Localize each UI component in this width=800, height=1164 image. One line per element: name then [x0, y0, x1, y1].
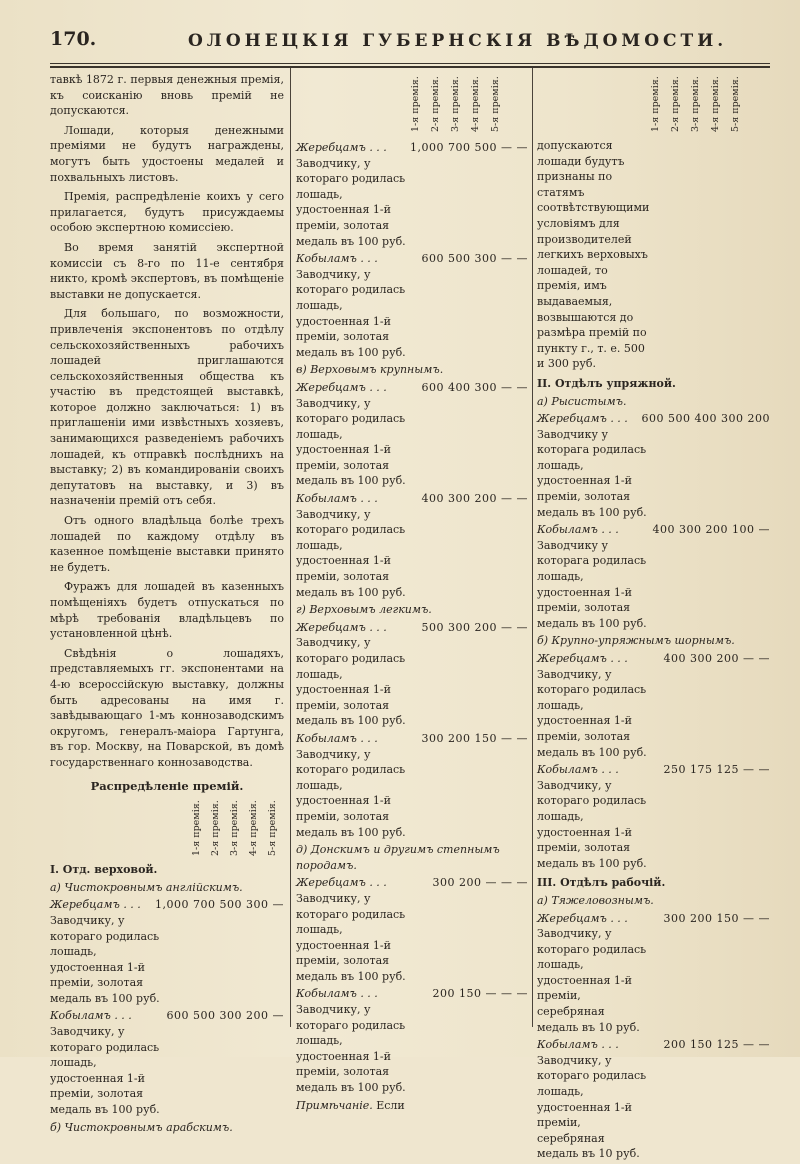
prize-entry [296, 986, 528, 1095]
entry-values: 400 300 200 100 — [652, 523, 770, 537]
entry-label: Кобыламъ . . . [296, 987, 378, 1001]
entry-text: Заводчику, у котораго родилась лошадь, удостоенная 1-й преміи, золотая медаль въ 100 руб. [50, 1025, 160, 1117]
prize-header: 3-я премія. [690, 76, 701, 132]
entry-label: Кобыламъ . . . [537, 1038, 619, 1052]
paragraph: Отъ одного владѣльца болѣе трехъ лошадей по каждому отдѣлу въ казенное помѣщеніе выставки принято не будетъ. [50, 514, 284, 574]
prize-entry [50, 1008, 284, 1117]
paragraph: тавкѣ 1872 г. первыя денежныя премія, къ соисканію вновь премій не допускаются. [50, 73, 284, 118]
entry-text: Заводчику, у котораго родилась лошадь, удостоенная 1-й преміи, серебряная медаль въ 10 руб. [537, 1053, 647, 1161]
prize-header: 4-я премія. [470, 76, 481, 132]
entry-text: Заводчику, у котораго родилась лошадь, удостоенная 1-й преміи, золотая медаль въ 100 руб. [296, 1003, 406, 1095]
entry-label: Жеребцамъ . . . [296, 620, 387, 634]
entry-text: Заводчику, у котораго родилась лошадь, удостоенная 1-й преміи, золотая медаль въ 100 руб. [296, 636, 406, 728]
column-3-prize-headers [650, 70, 750, 132]
paragraph: Лошади, которыя денежными преміями не будутъ награждены, могутъ быть удостоены медалей и похвальныхъ листовъ. [50, 123, 284, 184]
prize-entry [296, 251, 528, 360]
prize-header: 1-я премія. [650, 76, 661, 132]
column-3 [537, 138, 770, 1164]
paragraph: Для большаго, по возможности, привлеченія экспонентовъ по отдѣлу сельскохозяйственныхъ рабочихъ лошадей приглашаются сельскохозяйственныя общества къ участію въ предстоящей выставкѣ, которое должно заключаться: 1) въ приглашеніи ими извѣстныхъ хозяевъ, занимающихся разведеніемъ рабочихъ лошадей, къ отправкѣ послѣднихъ на выставку; 2) въ командированіи своихъ депутатовъ на выставку, и 3) въ назначеніи премій отъ себя. [50, 307, 284, 508]
entry-label: Жеребцамъ . . . [296, 876, 387, 890]
entry-text: Заводчику, у котораго родилась лошадь, удостоенная 1-й преміи, золотая медаль въ 100 руб. [50, 913, 160, 1005]
subsection-title: г) Верховымъ легкимъ. [296, 603, 432, 617]
prize-header: 2-я премія. [210, 800, 221, 857]
column-divider [290, 68, 291, 1027]
prize-entry [537, 911, 770, 1036]
entry-label: Кобыламъ . . . [296, 492, 378, 506]
prize-header: 3-я премія. [229, 800, 240, 857]
column-1 [50, 72, 284, 1137]
entry-text: Заводчику, у котораго родилась лошадь, удостоенная 1-й преміи, золотая медаль въ 100 руб. [296, 156, 406, 248]
paragraph: Премія, распредѣленіе коихъ у сего прилагается, будутъ присуждаемы особою экспертною комиссіею. [50, 190, 284, 235]
entry-values: 1,000 700 500 300 — [155, 898, 284, 912]
prize-entry [296, 875, 528, 984]
prize-entry [296, 140, 528, 249]
column-2-prize-headers [410, 70, 510, 132]
entry-label: Жеребцамъ . . . [537, 412, 628, 426]
entry-values: 200 150 — — — [432, 987, 528, 1001]
page-number: 170. [50, 28, 97, 50]
prize-entry [296, 620, 528, 729]
section-heading: Распредѣленіе премій. [90, 778, 244, 793]
entry-label: Жеребцамъ . . . [296, 141, 387, 154]
subsection-title: в) Верховымъ крупнымъ. [296, 363, 444, 377]
entry-values: 600 500 400 300 200 [641, 412, 770, 426]
paragraph: Во время занятій экспертной комиссіи съ 8-го по 11-е сентября никто, кромѣ экспертовъ, въ помѣщеніе выставки не допускается. [50, 240, 284, 301]
intro-text: допускаются лошади будутъ признаны по статямъ соотвѣтствующими условіямъ для производителей легкихъ верховыхъ лошадей, то премія, имъ выдаваемыя, возвышаются до размѣра премій по пункту г., т. е. 500 и 300 руб. [537, 139, 650, 371]
column-divider [532, 68, 533, 1027]
column-2 [296, 138, 528, 1113]
prize-entry [296, 491, 528, 600]
entry-values: 1,000 700 500 — — [410, 141, 528, 154]
entry-values: 250 175 125 — — [663, 763, 770, 777]
paragraph: Фуражъ для лошадей въ казенныхъ помѣщеніяхъ будетъ отпускаться по мѣрѣ требованія владѣльцевъ по установленной цѣнѣ. [50, 580, 284, 641]
entry-text: Заводчику, у котораго родилась лошадь, удостоенная 1-й преміи, серебряная медаль въ 10 руб. [537, 927, 647, 1034]
note [296, 1098, 528, 1114]
entry-label: Жеребцамъ . . . [537, 911, 628, 925]
entry-values: 600 400 300 — — [421, 380, 528, 394]
prize-header: 5-я премія. [490, 76, 501, 132]
entry-label: Кобыламъ . . . [296, 252, 378, 266]
subsection-title: б) Крупно-упряжнымъ шорнымъ. [537, 634, 735, 648]
prize-entry [537, 762, 770, 871]
prize-header: 2-я премія. [430, 76, 441, 132]
subsection-title: а) Рысистымъ. [537, 394, 627, 408]
entry-text: Заводчику, у котораго родилась лошадь, удостоенная 1-й преміи, золотая медаль въ 100 руб. [296, 507, 406, 599]
section-title: II. Отдѣлъ упряжной. [537, 376, 676, 390]
entry-text: Заводчику, у котораго родилась лошадь, удостоенная 1-й преміи, золотая медаль въ 100 руб. [537, 778, 647, 870]
prize-headers [50, 798, 284, 856]
entry-values: 600 500 300 — — [421, 252, 528, 266]
subsection-title: д) Донскимъ и другимъ степнымъ породамъ. [296, 843, 500, 872]
prize-header: 3-я премія. [450, 76, 461, 132]
prize-header: 4-я премія. [248, 800, 259, 857]
prize-entry [537, 1037, 770, 1162]
paragraph: Свѣдѣнія о лошадяхъ, представляемыхъ гг. экспонентами на 4-ю всероссійскую выставку, должны быть адресованы на имя г. завѣдывающаго 1-мъ коннозаводскимъ округомъ, генералъ-маіора Гартунга, въ гор. Москву, на Поварской, въ домѣ государственнаго коннозаводства. [50, 646, 284, 769]
header-rule-thick [50, 66, 770, 68]
entry-label: Кобыламъ . . . [537, 523, 619, 537]
entry-values: 500 300 200 — — [421, 620, 528, 634]
subsection-title: б) Чистокровнымъ арабскимъ. [50, 1120, 233, 1134]
note-text: Если [376, 1098, 405, 1112]
entry-label: Кобыламъ . . . [296, 731, 378, 745]
entry-text: Заводчику, у котораго родилась лошадь, удостоенная 1-й преміи, золотая медаль въ 100 руб. [296, 891, 406, 983]
prize-entry [296, 380, 528, 489]
entry-text: Заводчику у которага родилась лошадь, удостоенная 1-й преміи, золотая медаль въ 100 руб. [537, 538, 647, 630]
subsection-title: а) Тяжеловознымъ. [537, 893, 654, 907]
section-title: III. Отдѣлъ рабочій. [537, 876, 666, 890]
entry-label: Кобыламъ . . . [537, 763, 619, 777]
entry-text: Заводчику, у котораго родилась лошадь, удостоенная 1-й преміи, золотая медаль въ 100 руб. [296, 747, 406, 839]
entry-values: 300 200 — — — [432, 876, 528, 890]
prize-entry [50, 897, 284, 1006]
entry-values: 300 200 150 — — [421, 731, 528, 745]
entry-label: Жеребцамъ . . . [50, 898, 141, 912]
entry-values: 400 300 200 — — [421, 492, 528, 506]
prize-header: 5-я премія. [730, 76, 741, 132]
prize-entry [537, 651, 770, 760]
entry-values: 600 500 300 200 — [166, 1009, 284, 1023]
subsection-title: а) Чистокровнымъ англійскимъ. [50, 880, 243, 894]
prize-entry [537, 411, 770, 520]
page-title: ОЛОНЕЦКІЯ ГУБЕРНСКІЯ ВѢДОМОСТИ. [188, 31, 728, 51]
entry-values: 200 150 125 — — [663, 1038, 770, 1052]
header-rule [50, 63, 770, 64]
entry-label: Кобыламъ . . . [50, 1009, 132, 1023]
section-title: I. Отд. верховой. [50, 863, 158, 877]
entry-label: Жеребцамъ . . . [296, 380, 387, 394]
entry-label: Жеребцамъ . . . [537, 652, 628, 665]
prize-entry [296, 731, 528, 840]
entry-text: Заводчику, у котораго родилась лошадь, удостоенная 1-й преміи, золотая медаль въ 100 руб. [537, 667, 647, 759]
entry-values: 400 300 200 — — [663, 652, 770, 665]
note-label: Примѣчаніе. [296, 1098, 373, 1112]
prize-header: 1-я премія. [410, 76, 421, 132]
prize-entry [537, 522, 770, 631]
entry-values: 300 200 150 — — [663, 911, 770, 925]
entry-text: Заводчику, у котораго родилась лошадь, удостоенная 1-й преміи, золотая медаль въ 100 руб. [296, 396, 406, 488]
prize-header: 1-я премія. [191, 800, 202, 857]
entry-text: Заводчику, у котораго родилась лошадь, удостоенная 1-й преміи, золотая медаль въ 100 руб. [296, 267, 406, 359]
entry-text: Заводчику у которага родилась лошадь, удостоенная 1-й преміи, золотая медаль въ 100 руб. [537, 427, 647, 519]
prize-header: 5-я премія. [267, 800, 278, 857]
prize-header: 4-я премія. [710, 76, 721, 132]
prize-header: 2-я премія. [670, 76, 681, 132]
